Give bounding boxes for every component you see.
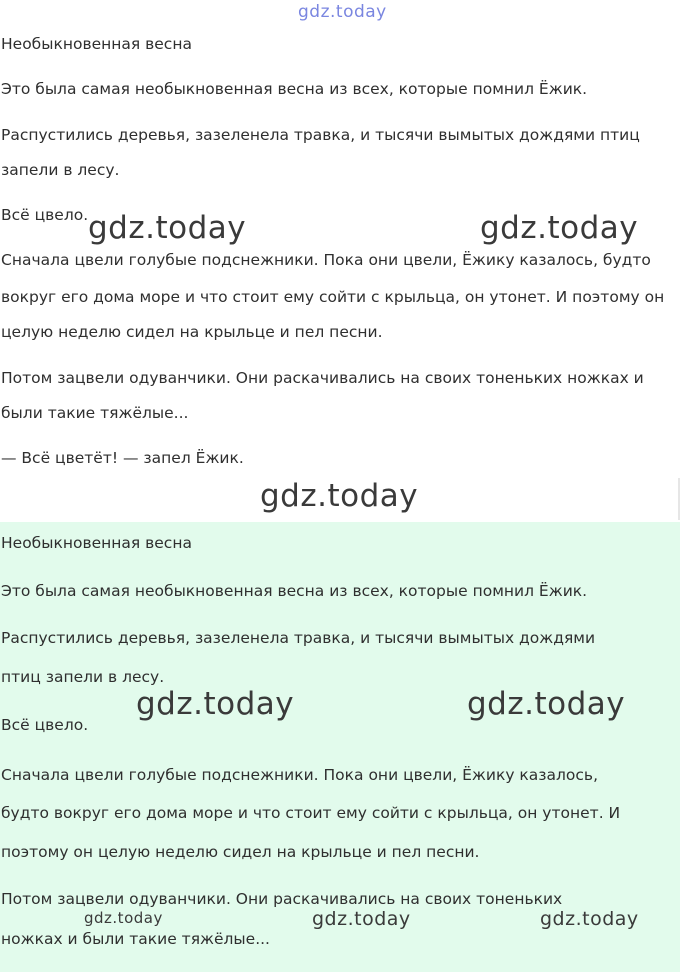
text-line: поэтому он целую неделю сидел на крыльце и пел песни.	[1, 843, 480, 861]
text-line: Это была самая необыкновенная весна из всех, которые помнил Ёжик.	[1, 582, 588, 600]
section-title: Необыкновенная весна	[1, 35, 192, 53]
text-line: будто вокруг его дома море и что стоит ему сойти с крыльца, он утонет. И	[1, 804, 621, 822]
text-line: были такие тяжёлые...	[1, 404, 189, 422]
watermark: gdz.today	[467, 686, 626, 722]
watermark: gdz.today	[312, 908, 411, 930]
text-line: Потом зацвели одуванчики. Они раскачивались на своих тоненьких	[1, 890, 563, 908]
answer-text-section-2	[0, 522, 680, 972]
watermark: gdz.today	[136, 686, 295, 722]
watermark: gdz.today	[480, 210, 639, 246]
text-line: вокруг его дома море и что стоит ему сойти с крыльца, он утонет. И поэтому он	[1, 288, 665, 306]
text-line: Распустились деревья, зазеленела травка, и тысячи вымытых дождями птиц	[1, 126, 640, 144]
watermark: gdz.today	[540, 908, 639, 930]
text-line: Распустились деревья, зазеленела травка, и тысячи вымытых дождями	[1, 629, 596, 647]
text-line: ножках и были такие тяжёлые...	[1, 930, 270, 948]
text-line: Потом зацвели одуванчики. Они раскачивались на своих тоненьких ножках и	[1, 369, 644, 387]
watermark: gdz.today	[298, 2, 387, 22]
watermark: gdz.today	[84, 909, 163, 927]
text-line: Сначала цвели голубые подснежники. Пока они цвели, Ёжику казалось, будто	[1, 251, 651, 269]
watermark: gdz.today	[260, 478, 419, 514]
text-line: — Всё цветёт! — запел Ёжик.	[1, 449, 244, 467]
section-title: Необыкновенная весна	[1, 534, 192, 552]
text-line: Это была самая необыкновенная весна из всех, которые помнил Ёжик.	[1, 80, 588, 98]
text-line: запели в лесу.	[1, 161, 120, 179]
watermark: gdz.today	[88, 210, 247, 246]
text-line: целую неделю сидел на крыльце и пел песни.	[1, 323, 383, 341]
text-line: Всё цвело.	[1, 716, 89, 734]
text-line: Всё цвело.	[1, 206, 89, 224]
text-line: птиц запели в лесу.	[1, 668, 165, 686]
text-line: Сначала цвели голубые подснежники. Пока они цвели, Ёжику казалось,	[1, 766, 598, 784]
